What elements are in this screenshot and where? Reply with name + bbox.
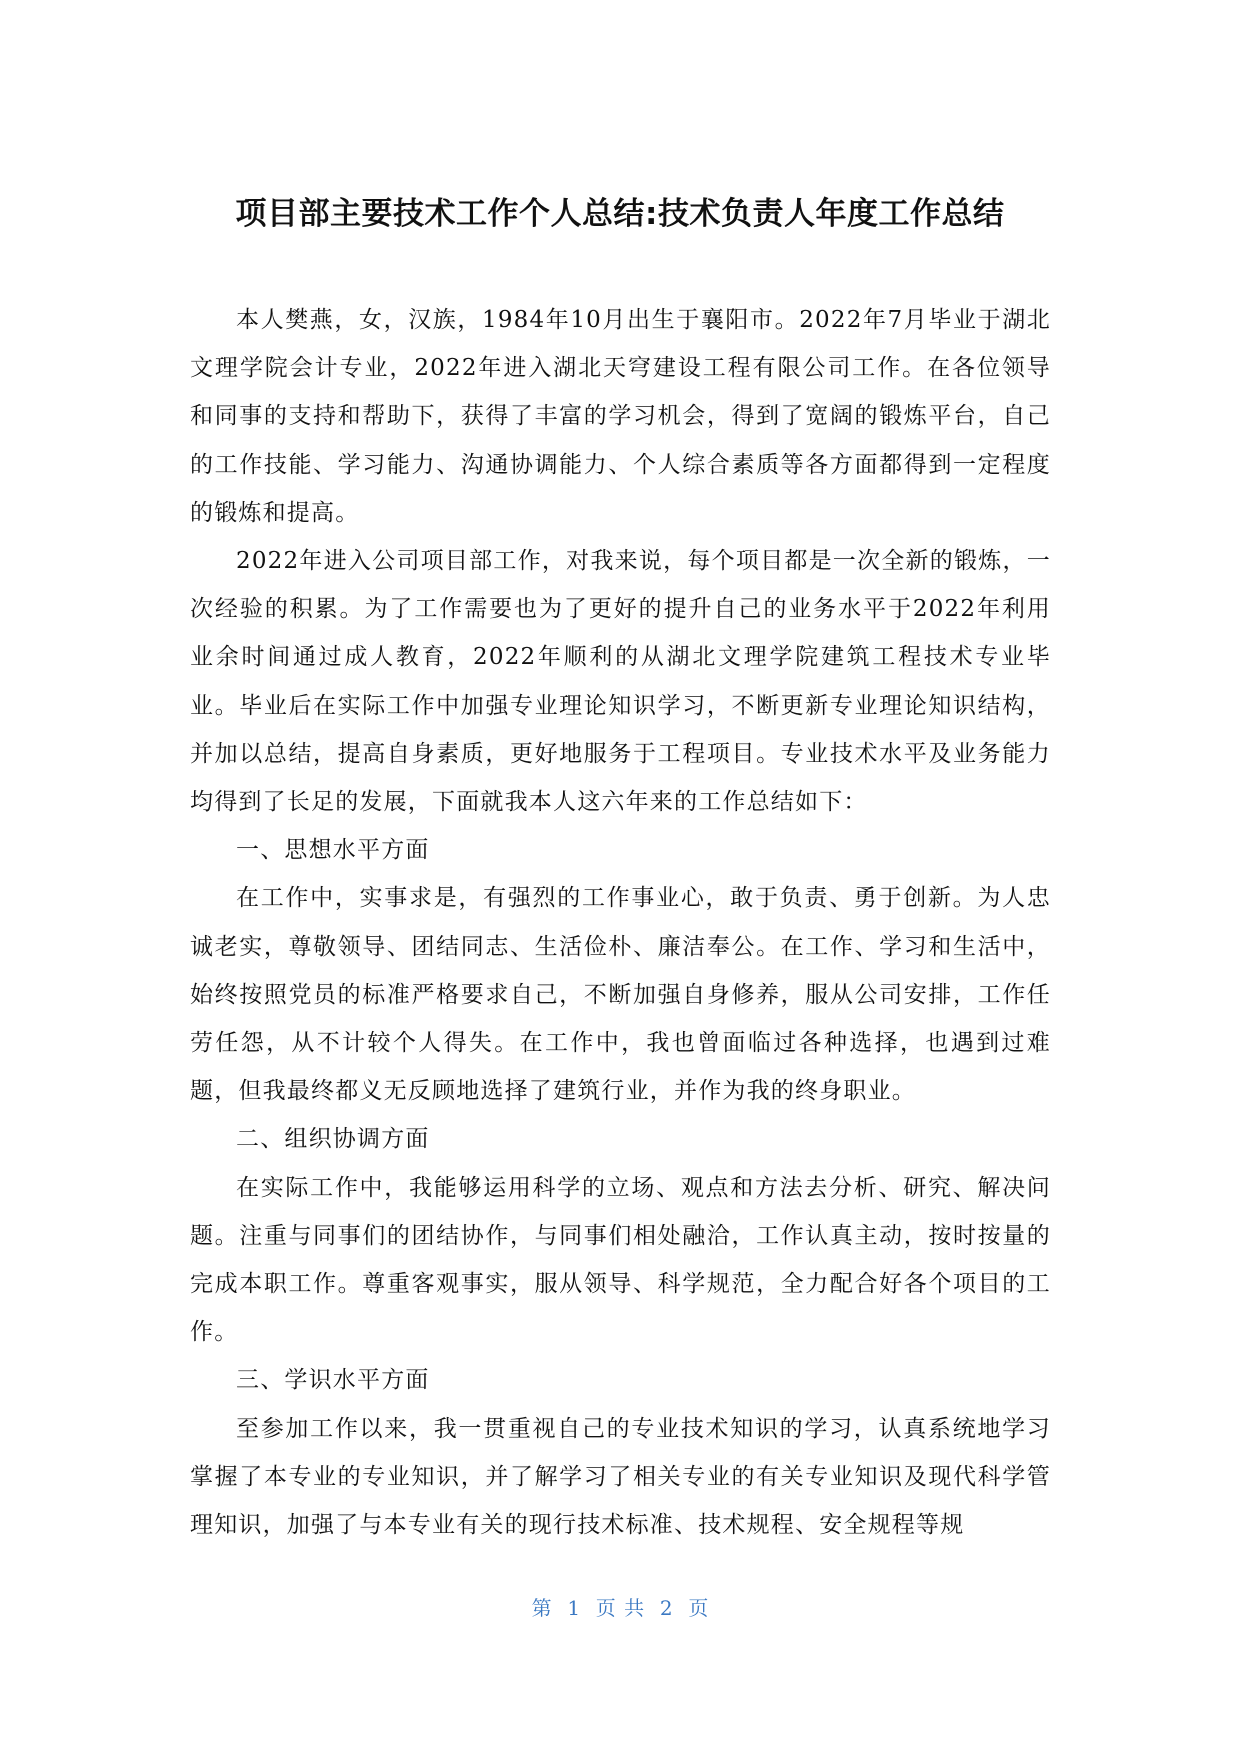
section-heading: 一、思想水平方面 (236, 837, 430, 864)
section-heading: 三、学识水平方面 (236, 1367, 430, 1394)
paragraph: 本人樊燕，女，汉族，1984年10月出生于襄阳市。2022年7月毕业于湖北文理学院会计专业，2022年进入湖北天穹建设工程有限公司工作。在各位领导和同事的支持和帮助下，获得了丰富的学习机会，得到了宽阔的锻炼平台，自己的工作技能、学习能力、沟通协调能力、个人综合素质等各方面都得到一定程度的锻炼和提高。 (190, 307, 1051, 526)
section-heading: 二、组织协调方面 (236, 1126, 430, 1153)
page-title: 项目部主要技术工作个人总结:技术负责人年度工作总结 (235, 196, 1005, 232)
paragraph: 至参加工作以来，我一贯重视自己的专业技术知识的学习，认真系统地学习掌握了本专业的专业知识，并了解学习了相关专业的有关专业知识及现代科学管理知识，加强了与本专业有关的现行技术标准、技术规程、安全规程等规 (190, 1415, 1051, 1539)
document-body (190, 296, 1051, 1549)
paragraph: 2022年进入公司项目部工作，对我来说，每个项目都是一次全新的锻炼，一次经验的积累。为了工作需要也为了更好的提升自己的业务水平于2022年利用业余时间通过成人教育，2022年顺利的从湖北文理学院建筑工程技术专业毕业。毕业后在实际工作中加强专业理论知识学习，不断更新专业理论知识结构，并加以总结，提高自身素质，更好地服务于工程项目。专业技术水平及业务能力均得到了长足的发展，下面就我本人这六年来的工作总结如下： (190, 548, 1051, 816)
page-number-footer: 第 1 页 共 2 页 (531, 1596, 710, 1620)
paragraph: 在工作中，实事求是，有强烈的工作事业心，敢于负责、勇于创新。为人忠诚老实，尊敬领导、团结同志、生活俭朴、廉洁奉公。在工作、学习和生活中，始终按照党员的标准严格要求自己，不断加强自身修养，服从公司安排，工作任劳任怨，从不计较个人得失。在工作中，我也曾面临过各种选择，也遇到过难题，但我最终都义无反顾地选择了建筑行业，并作为我的终身职业。 (190, 885, 1051, 1105)
paragraph: 在实际工作中，我能够运用科学的立场、观点和方法去分析、研究、解决问题。注重与同事们的团结协作，与同事们相处融洽，工作认真主动，按时按量的完成本职工作。尊重客观事实，服从领导、科学规范，全力配合好各个项目的工作。 (190, 1174, 1051, 1346)
